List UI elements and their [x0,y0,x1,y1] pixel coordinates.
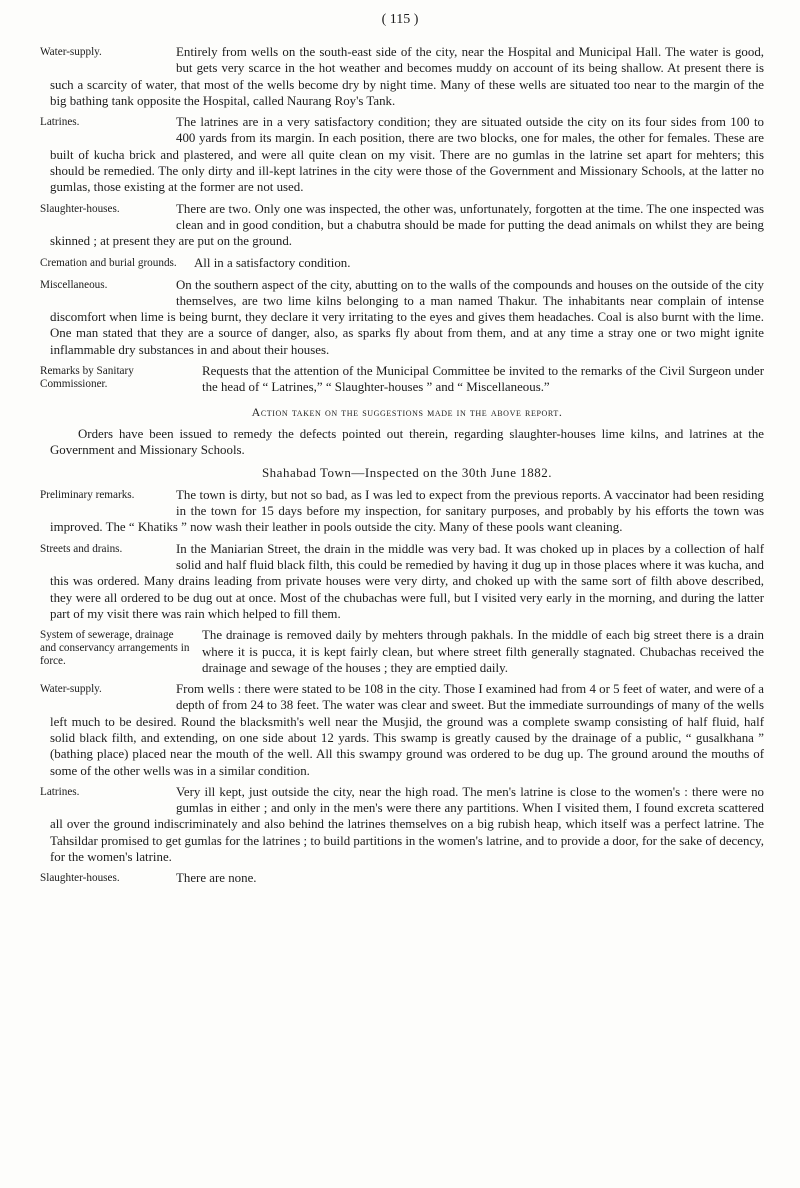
margin-note-latrines-2: Latrines. [40,785,80,798]
margin-note-remarks: Remarks by Sanitary Commissioner. [40,365,134,391]
page-number: ( 115 ) [381,12,419,27]
paragraph-text: The latrines are in a very satisfactory condition; they are situated outside the city on its four sides from 100 to 400 yards from its margin. In each position, there are two blocks, one for males, the other for females. These are built of kucha brick and plastered, and were all quite clean on my visit. There are no gumlas in the latrine set apart for mehters; this should be remedied. The only dirty and ill-kept latrines in the city were those of the Government and Missionary Schools, at the latter no gumlas, those existing at the former are not used. [50,115,764,195]
action-heading: Action taken on the suggestions made in the above report. [251,404,563,419]
paragraph-text: All in a satisfactory condition. [194,255,351,270]
action-paragraph: Orders have been issued to remedy the defects pointed out therein, regarding slaughter-houses lime kilns, and latrines at the Government and Missionary Schools. [50,426,764,458]
paragraph-slaughter-houses-2 [40,870,764,887]
paragraph-text: Requests that the attention of the Municipal Committee be invited to the remarks of the Civil Surgeon under the head of “ Latrines,” “ Slaughter-houses ” and “ Miscellaneous.” [202,364,764,395]
margin-note-streets: Streets and drains. [40,542,123,555]
paragraph-water-supply-2 [40,681,764,779]
paragraph-text: There are two. Only one was inspected, the other was, unfortunately, forgotten at the time. The one inspected was clean and in good condition, but a chabutra should be made for putting the dead animals on whilst they are being skinned ; at present they are put on the ground. [50,201,764,249]
paragraph-streets [40,541,764,622]
paragraph-text: The town is dirty, but not so bad, as I was led to expect from the previous reports. A vaccinator had been residing in the town for 15 days before my inspection, for sanitary purposes, and probably by his efforts the town was improved. The “ Khatiks ” now wash their leather in pools outside the city. Many of these pools want cleaning. [50,487,764,535]
page-body [40,44,764,892]
paragraph-text: Entirely from wells on the south-east side of the city, near the Hospital and Municipal Hall. The water is good, but gets very scarce in the hot weather and becomes muddy on account of its being shallow. At present there is such a scarcity of water, that most of the wells become dry by night time. Many of these wells are situated too near to the margin of the big bathing tank opposite the Hospital, called Naurang Roy's Tank. [50,45,764,108]
paragraph-miscellaneous [40,277,764,358]
margin-note-water-supply-2: Water-supply. [40,683,102,696]
paragraph-water-supply [40,44,764,109]
margin-note-water-supply: Water-supply. [40,46,102,58]
paragraph-text: There are none. [176,871,257,886]
paragraph-slaughter-houses [40,201,764,250]
paragraph-text: In the Maniarian Street, the drain in the middle was very bad. It was choked up in places by a collection of half solid and half fluid black filth, this could be remedied by having it dug up in those places where it was kucha, and this was ordered. Many drains leading from private houses were very dirty, and choked up with the same sort of filth above described, they were all ordered to be dug out at once. Most of the chubachas were full, but I visited very early in the morning, and during the latter part of my visit there was rain which helped to fill them. [50,541,764,621]
paragraph-text: From wells : there were stated to be 108 in the city. Those I examined had from 4 or 5 feet of water, and were of a depth of from 24 to 38 feet. The water was clear and sweet. But the immediate surroundings of many of the wells left much to be desired. Round the blacksmith's well near the Musjid, the ground was a complete swamp consisting of half fluid, half solid black filth, and extending, on one side about 12 yards. This swamp is greatly caused by the drainage of a public, “ gusalkhana ” (bathing place) placed near the mouth of the well. All this swampy ground was ordered to be dug up. The ground around the mouths of some of the other wells was in a similar condition. [50,682,764,778]
paragraph-remarks [40,363,764,396]
paragraph-sewerage [40,627,764,676]
paragraph-latrines [40,114,764,195]
margin-note-miscellaneous: Miscellaneous. [40,278,108,291]
shahabad-heading: Shahabad Town—Inspected on the 30th June 1882. [261,464,553,480]
margin-note-preliminary: Preliminary remarks. [40,488,135,501]
paragraph-preliminary [40,487,764,536]
margin-note-cremation: Cremation and burial grounds. [40,256,177,269]
paragraph-cremation [40,255,764,272]
margin-note-latrines: Latrines. [40,116,80,129]
paragraph-text: On the southern aspect of the city, abutting on to the walls of the compounds and houses on the outside of the city themselves, are two lime kilns belonging to a man named Thakur. The inhabitants near complain of intense discomfort when lime is being burnt, they declare it very irritating to the eyes and gives them headaches. Coal is also burnt with the lime. One man stated that they are a source of danger, also, as sparks fly about from them, and at any time a stray one or two might ignite inflammable dry substances in and about their houses. [50,277,764,357]
paragraph-latrines-2 [40,784,764,865]
margin-note-slaughter-houses: Slaughter-houses. [40,202,120,215]
paragraph-text: Very ill kept, just outside the city, near the high road. The men's latrine is close to the women's : there were no gumlas in either ; and only in the men's were there any partitions. When I visited them, I found excreta scattered all over the ground indiscriminately and also behind the latrines themselves on a big rubish heap, which itself was a perfect latrine. The Tahsildar promised to get gumlas for the latrines ; to build partitions in the women's latrine, and to provide a door, for the sake of decency, for the women's latrine. [50,784,764,865]
margin-note-slaughter-houses-2: Slaughter-houses. [40,872,120,885]
margin-note-sewerage: System of sewerage, drainage and conservancy arrangements in force. [40,629,190,668]
paragraph-text: The drainage is removed daily by mehters through pakhals. In the middle of each big street there is a drain where it is pucca, it is kept fairly clean, but where street filth generally stagnated. Chubachas received the drainage and sewage of the houses ; they are emptied daily. [202,628,764,675]
